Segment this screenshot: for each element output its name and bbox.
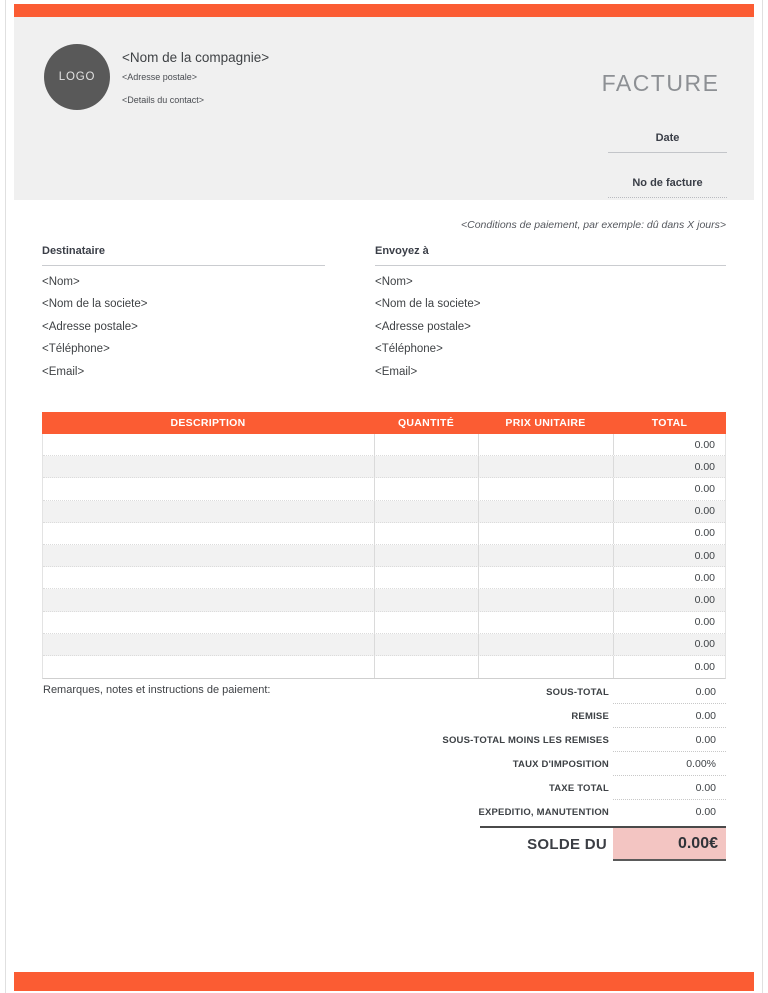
cell-unit-price[interactable]: [478, 478, 613, 499]
top-accent-bar: [14, 4, 754, 17]
date-input-line[interactable]: [608, 152, 727, 153]
cell-quantity[interactable]: [374, 456, 478, 477]
header-total: TOTAL: [651, 417, 688, 429]
items-table-header: [42, 412, 726, 434]
send-to-block: [375, 244, 726, 379]
company-name-placeholder: <Nom de la compagnie>: [122, 50, 270, 65]
cell-unit-price[interactable]: [478, 656, 613, 678]
summary-value[interactable]: 0.00%: [613, 752, 726, 776]
summary-value[interactable]: 0.00: [695, 806, 716, 818]
summary-value[interactable]: 0.00: [613, 728, 726, 752]
cell-quantity[interactable]: [374, 501, 478, 522]
payment-terms-placeholder: <Conditions de paiement, par exemple: dû dans X jours>: [461, 219, 726, 231]
document-title: FACTURE: [601, 70, 720, 96]
cell-description[interactable]: [43, 567, 374, 588]
invoice-number-label: No de facture: [632, 177, 703, 189]
invoice-number-field: [608, 175, 727, 198]
date-field: [608, 130, 727, 153]
summary-label: TAXE TOTAL: [548, 782, 609, 794]
invoice-number-input-line[interactable]: [608, 197, 727, 198]
address-field: <Téléphone>: [375, 343, 443, 356]
recipient-fields: [42, 275, 325, 379]
summary-row: [375, 776, 726, 800]
address-field: <Adresse postale>: [42, 320, 138, 333]
cell-total[interactable]: 0.00: [613, 634, 725, 655]
cell-total[interactable]: 0.00: [613, 612, 725, 633]
balance-due-value[interactable]: 0.00€: [613, 828, 726, 861]
recipient-heading: Destinataire: [42, 244, 325, 266]
cell-quantity[interactable]: [374, 612, 478, 633]
cell-quantity[interactable]: [374, 545, 478, 566]
logo-text: LOGO: [58, 71, 96, 83]
cell-quantity[interactable]: [374, 589, 478, 610]
address-field: <Nom>: [42, 275, 80, 288]
table-row: [43, 545, 725, 567]
items-table-body: [42, 434, 726, 679]
cell-description[interactable]: [43, 456, 374, 477]
address-field: <Email>: [375, 365, 418, 378]
cell-description[interactable]: [43, 434, 374, 455]
send-to-fields: [375, 275, 726, 379]
recipient-block: [42, 244, 325, 379]
cell-description[interactable]: [43, 523, 374, 544]
header-description: DESCRIPTION: [170, 417, 246, 429]
summary-rows: [375, 680, 726, 824]
summary-label: SOUS-TOTAL MOINS LES REMISES: [442, 734, 609, 746]
cell-description[interactable]: [43, 589, 374, 610]
cell-unit-price[interactable]: [478, 434, 613, 455]
cell-quantity[interactable]: [374, 434, 478, 455]
address-field: <Adresse postale>: [375, 320, 471, 333]
table-row: [43, 456, 725, 478]
cell-unit-price[interactable]: [478, 456, 613, 477]
cell-unit-price[interactable]: [478, 589, 613, 610]
header-unit-price: PRIX UNITAIRE: [505, 417, 586, 429]
summary-row: [375, 704, 726, 728]
company-contact-placeholder: <Details du contact>: [122, 95, 205, 105]
invoice-header: [14, 17, 754, 200]
table-row: [43, 656, 725, 678]
cell-quantity[interactable]: [374, 634, 478, 655]
cell-total[interactable]: 0.00: [613, 501, 725, 522]
cell-total[interactable]: 0.00: [613, 545, 725, 566]
summary-label: TAUX D'IMPOSITION: [512, 758, 609, 770]
summary-value[interactable]: 0.00: [613, 704, 726, 728]
items-table: [42, 412, 726, 679]
table-row: [43, 634, 725, 656]
summary-value[interactable]: 0.00: [613, 776, 726, 800]
company-address-placeholder: <Adresse postale>: [122, 72, 198, 82]
cell-total[interactable]: 0.00: [613, 478, 725, 499]
company-info: [122, 50, 269, 105]
cell-unit-price[interactable]: [478, 634, 613, 655]
balance-due-row: [375, 828, 726, 861]
cell-quantity[interactable]: [374, 523, 478, 544]
address-field: <Téléphone>: [42, 343, 110, 356]
cell-unit-price[interactable]: [478, 612, 613, 633]
table-row: [43, 612, 725, 634]
address-field: <Nom de la societe>: [375, 298, 481, 311]
summary-value[interactable]: 0.00: [613, 680, 726, 704]
cell-description[interactable]: [43, 634, 374, 655]
table-row: [43, 501, 725, 523]
summary-label: SOUS-TOTAL: [546, 686, 609, 698]
cell-unit-price[interactable]: [478, 523, 613, 544]
balance-due-label: SOLDE DU: [527, 836, 607, 853]
summary-row: [375, 752, 726, 776]
cell-description[interactable]: [43, 501, 374, 522]
cell-total[interactable]: 0.00: [613, 567, 725, 588]
table-row: [43, 523, 725, 545]
page-right-edge: [762, 0, 763, 993]
cell-total[interactable]: 0.00: [613, 434, 725, 455]
address-field: <Nom de la societe>: [42, 298, 148, 311]
notes-label: Remarques, notes et instructions de paiement:: [43, 684, 271, 696]
date-label: Date: [655, 132, 680, 144]
cell-total[interactable]: 0.00: [613, 589, 725, 610]
send-to-heading: Envoyez à: [375, 244, 726, 266]
header-quantity: QUANTITÉ: [397, 417, 455, 429]
cell-unit-price[interactable]: [478, 501, 613, 522]
cell-description[interactable]: [43, 656, 374, 678]
cell-unit-price[interactable]: [478, 545, 613, 566]
table-row: [43, 434, 725, 456]
summary-row: [375, 728, 726, 752]
summary-row: [375, 680, 726, 704]
cell-total[interactable]: 0.00: [613, 523, 725, 544]
cell-total[interactable]: 0.00: [613, 656, 725, 678]
cell-quantity[interactable]: [374, 478, 478, 499]
address-field: <Nom>: [375, 275, 413, 288]
cell-quantity[interactable]: [374, 567, 478, 588]
table-row: [43, 589, 725, 611]
cell-total[interactable]: 0.00: [613, 456, 725, 477]
summary-row: [375, 800, 726, 824]
page-left-edge: [5, 0, 6, 993]
cell-description[interactable]: [43, 478, 374, 499]
cell-description[interactable]: [43, 545, 374, 566]
cell-unit-price[interactable]: [478, 567, 613, 588]
summary-label: EXPEDITIO, MANUTENTION: [478, 806, 609, 818]
cell-description[interactable]: [43, 612, 374, 633]
summary-label: REMISE: [571, 710, 609, 722]
bottom-accent-bar: [14, 972, 754, 991]
cell-quantity[interactable]: [374, 656, 478, 678]
address-field: <Email>: [42, 365, 85, 378]
table-row: [43, 567, 725, 589]
table-row: [43, 478, 725, 500]
company-logo: [44, 44, 110, 110]
